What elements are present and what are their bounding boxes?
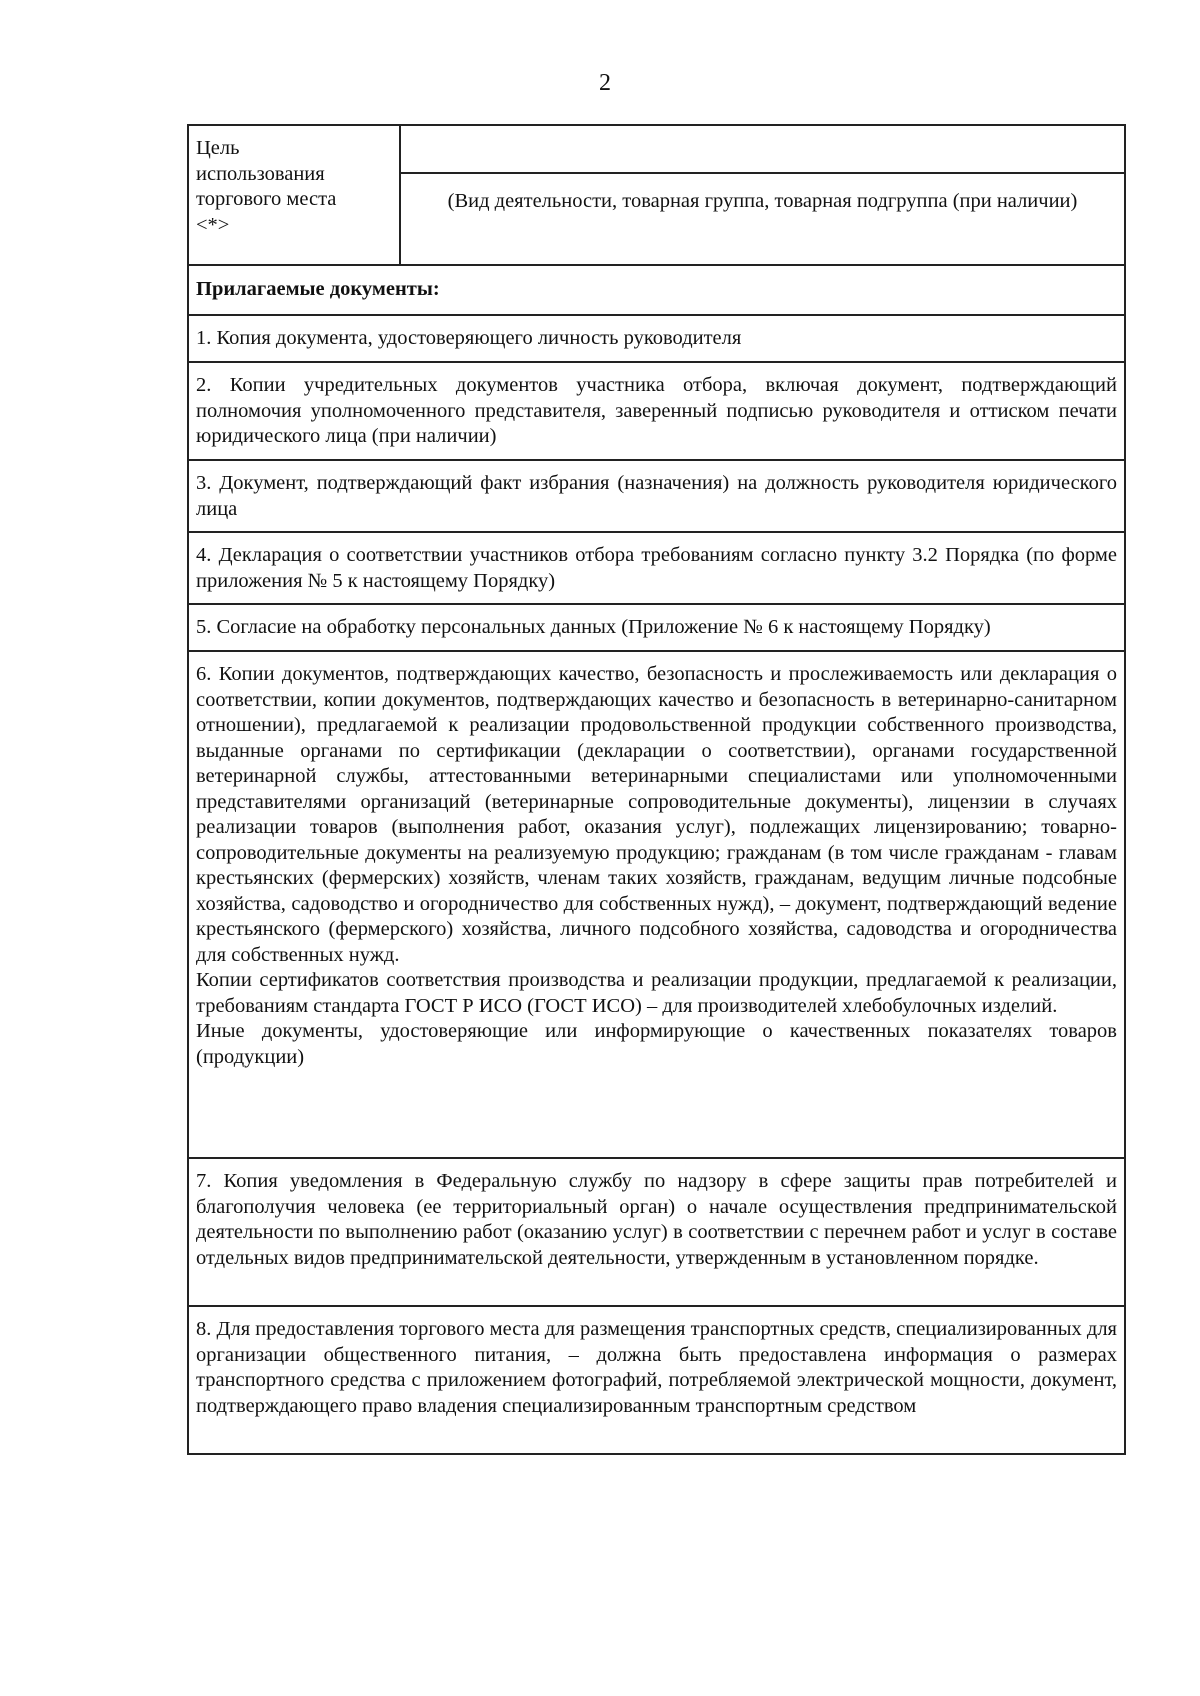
purpose-label [188,125,400,265]
purpose-label-line: торгового места [196,188,337,210]
document-row [188,315,1125,362]
document-row [188,362,1125,460]
document-item-text: Копии сертификатов соответствия производства и реализации продукции, предлагаемой к реализации, требованиям стандарта ГОСТ Р ИСО (ГОСТ ИСО) – для производителей хлебобулочных изделий. [196,969,1117,1017]
document-item-text: 1. Копия документа, удостоверяющего личность руководителя [196,327,742,349]
purpose-row [188,125,1125,265]
attachments-heading-row [188,265,1125,315]
document-item-7 [188,1158,1125,1306]
attachments-heading: Прилагаемые документы: [188,265,1125,315]
document-item-5 [188,604,1125,651]
document-item-3 [188,460,1125,532]
page-number: 2 [599,70,611,96]
purpose-label-line: <*> [196,213,230,236]
document-item-text: 8. Для предоставления торгового места для размещения транспортных средств, специализированных для организации общественного питания, – должна быть предоставлена информация о размерах транспортного средства с приложением фотографий, потребляемой электрической мощности, документ, подтверждающего право владения специализированным транспортным средством [196,1318,1117,1417]
document-item-4 [188,532,1125,604]
document-item-8 [188,1306,1125,1454]
document-item-text: 5. Согласие на обработку персональных данных (Приложение № 6 к настоящему Порядку) [196,616,991,638]
purpose-label-line: использования [196,162,325,185]
document-row [188,1306,1125,1454]
document-item-text: Иные документы, удостоверяющие или информирующие о качественных показателях товаров (продукции) [196,1020,1117,1068]
document-row [188,460,1125,532]
purpose-label-line: Цель [196,137,240,159]
document-row [188,651,1125,1158]
document-row [188,532,1125,604]
document-item-6 [188,651,1125,1158]
document-item-text: 4. Декларация о соответствии участников отбора требованиям согласно пункту 3.2 Порядка (по форме приложения № 5 к настоящему Порядку) [196,544,1117,592]
application-table [187,124,1126,1455]
purpose-value-field[interactable] [401,126,1124,174]
document-item-text: 7. Копия уведомления в Федеральную службу по надзору в сфере защиты прав потребителей и благополучия человека (ее территориальный орган) о начале осуществления предпринимательской деятельности по выполнению работ (оказанию услуг) в соответствии с перечнем работ и услуг в составе отдельных видов предпринимательской деятельности, утвержденным в установленном порядке. [196,1170,1117,1269]
document-item-2 [188,362,1125,460]
document-row [188,604,1125,651]
document-item-text: 3. Документ, подтверждающий факт избрания (назначения) на должность руководителя юридического лица [196,472,1117,520]
document-row [188,1158,1125,1306]
document-item-text: 6. Копии документов, подтверждающих качество, безопасность и прослеживаемость или декларация о соответствии, копии документов, подтверждающих качество и безопасность в ветеринарно-санитарном отношении), предлагаемой к реализации продовольственной продукции собственного производства, выданные органами по сертификации (декларации о соответствии), органами государственной ветеринарной службы, аттестованными ветеринарными специалистами или уполномоченными представителями организаций (ветеринарные сопроводительные документы), лицензии в случаях реализации товаров (выполнения работ, оказания услуг), подлежащих лицензированию; товарно-сопроводительные документы на реализуемую продукцию; гражданам (в том числе гражданам - главам крестьянских (фермерских) хозяйств, членам таких хозяйств, гражданам, ведущим личные подсобные хозяйства, садоводство и огородничество для собственных нужд), – документ, подтверждающий ведение крестьянского (фермерского) хозяйства, личного подсобного хозяйства, садоводства и огородничества для собственных нужд. [196,663,1117,966]
document-item-text: 2. Копии учредительных документов участника отбора, включая документ, подтверждающий полномочия уполномоченного представителя, заверенный подписью руководителя и оттиском печати юридического лица (при наличии) [196,374,1117,447]
document-item-1 [188,315,1125,362]
purpose-value-cell [400,125,1125,265]
purpose-hint: (Вид деятельности, товарная группа, товарная подгруппа (при наличии) [447,190,1078,212]
